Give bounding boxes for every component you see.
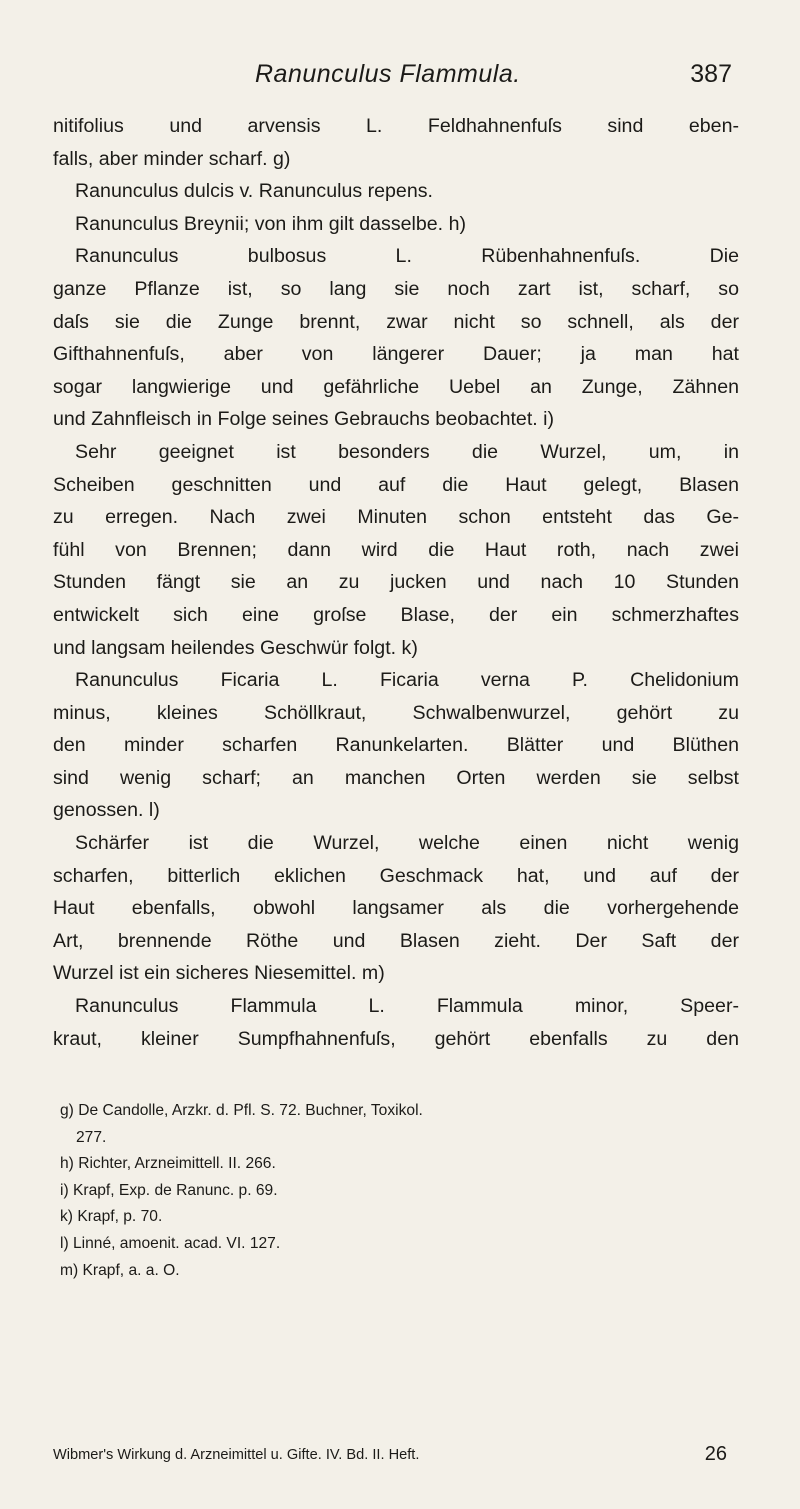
signature-line xyxy=(53,1443,739,1471)
text-line: ganze Pflanze ist, so lang sie noch zart ist, scharf, so xyxy=(53,277,739,300)
text-line: und langsam heilendes Geschwür folgt. k) xyxy=(53,636,418,659)
footnote: m) Krapf, a. a. O. xyxy=(60,1261,180,1279)
text-line: fühl von Brennen; dann wird die Haut roth, nach zwei xyxy=(53,538,739,561)
text-line: genossen. l) xyxy=(53,799,160,822)
text-line: Wurzel ist ein sicheres Niesemittel. m) xyxy=(53,962,385,985)
text-line: den minder scharfen Ranunkelarten. Blätter und Blüthen xyxy=(53,734,739,757)
footnote: h) Richter, Arzneimittell. II. 266. xyxy=(60,1155,276,1173)
text-line: entwickelt sich eine groſse Blase, der ein schmerzhaftes xyxy=(53,603,739,626)
text-line: nitifolius und arvensis L. Feldhahnenfuſs sind eben- xyxy=(53,115,739,137)
text-line: falls, aber minder scharf. g) xyxy=(53,147,291,170)
text-line: minus, kleines Schöllkraut, Schwalbenwurzel, gehört zu xyxy=(53,701,739,724)
text-line: kraut, kleiner Sumpfhahnenfuſs, gehört ebenfalls zu den xyxy=(53,1027,739,1050)
text-line: Ranunculus Breynii; von ihm gilt dasselbe. h) xyxy=(75,212,466,235)
signature-text: Wibmer's Wirkung d. Arzneimittel u. Gifte. IV. Bd. II. Heft. xyxy=(53,1447,420,1463)
footnote: l) Linné, amoenit. acad. VI. 127. xyxy=(60,1234,281,1252)
text-line: Stunden fängt sie an zu jucken und nach 10 Stunden xyxy=(53,571,739,594)
text-line: sogar langwierige und gefährliche Uebel an Zunge, Zähnen xyxy=(53,375,739,398)
running-head xyxy=(0,60,800,96)
footnote: i) Krapf, Exp. de Ranunc. p. 69. xyxy=(60,1181,278,1199)
text-line: Scheiben geschnitten und auf die Haut gelegt, Blasen xyxy=(53,473,739,496)
footnote: g) De Candolle, Arzkr. d. Pfl. S. 72. Buchner, Toxikol. xyxy=(60,1102,423,1119)
running-title: Ranunculus Flammula. xyxy=(255,60,521,88)
page-number: 387 xyxy=(690,60,732,88)
footnote-continuation: 277. xyxy=(76,1128,107,1146)
text-line: Ranunculus Flammula L. Flammula minor, Speer- xyxy=(75,995,739,1018)
text-line: Haut ebenfalls, obwohl langsamer als die vorhergehende xyxy=(53,897,739,920)
text-line: daſs sie die Zunge brennt, zwar nicht so schnell, als der xyxy=(53,310,739,333)
text-line: Art, brennende Röthe und Blasen zieht. Der Saft der xyxy=(53,929,739,952)
text-line: Ranunculus dulcis v. Ranunculus repens. xyxy=(75,180,433,203)
sheet-number: 26 xyxy=(704,1443,727,1465)
text-line: sind wenig scharf; an manchen Orten werden sie selbst xyxy=(53,766,739,789)
text-line: zu erregen. Nach zwei Minuten schon entsteht das Ge- xyxy=(53,506,739,529)
text-line: scharfen, bitterlich eklichen Geschmack hat, und auf der xyxy=(53,864,739,887)
text-line: Ranunculus bulbosus L. Rübenhahnenfuſs. Die xyxy=(75,245,739,268)
footnote: k) Krapf, p. 70. xyxy=(60,1208,163,1226)
footnotes xyxy=(60,1098,740,1284)
text-line: und Zahnfleisch in Folge seines Gebrauchs beobachtet. i) xyxy=(53,408,555,431)
text-line: Schärfer ist die Wurzel, welche einen nicht wenig xyxy=(75,832,739,855)
text-line: Sehr geeignet ist besonders die Wurzel, um, in xyxy=(75,440,739,463)
text-line: Gifthahnenfuſs, aber von längerer Dauer; ja man hat xyxy=(53,343,739,366)
body-text xyxy=(53,110,739,1055)
text-line: Ranunculus Ficaria L. Ficaria verna P. Chelidonium xyxy=(75,669,739,692)
